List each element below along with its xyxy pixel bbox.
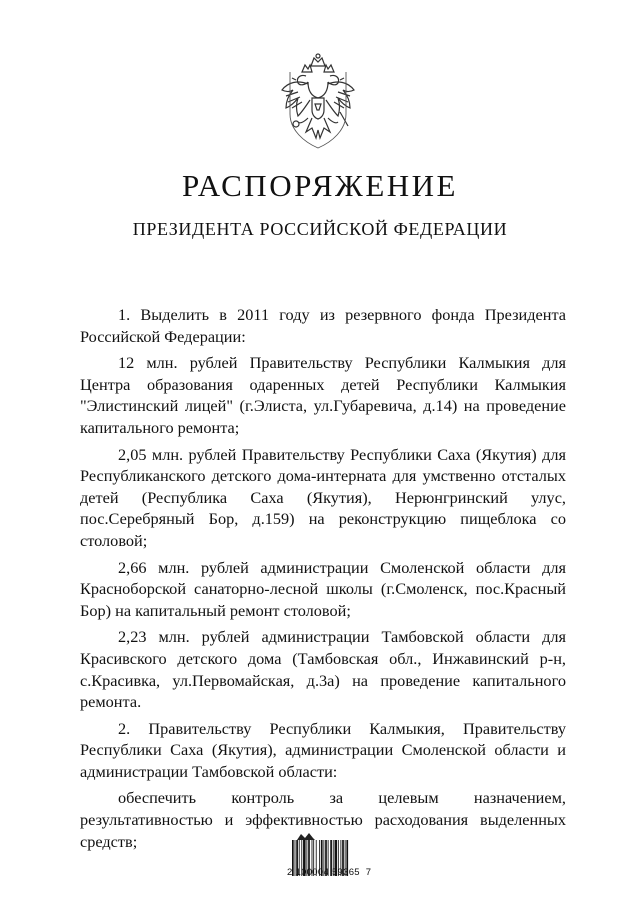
paragraph-3: 2,05 млн. рублей Правительству Республики Саха (Якутия) для Республиканского детского дома-интерната для умственно отсталых детей (Республика Саха (Якутия), Нерюнгринский улус, пос.Серебряный Бор, д.159) на реконструкцию пищеблока со столовой; [80, 444, 566, 550]
document-title: РАСПОРЯЖЕНИЕ [182, 168, 458, 203]
russian-coat-of-arms-icon [278, 52, 358, 152]
paragraph-5: 2,23 млн. рублей администрации Тамбовской области для Красивского детского дома (Тамбовская обл., Инжавинский р-н, с.Красивка, ул.Первомайская, д.3а) на проведение капитального ремонта. [80, 627, 566, 712]
paragraph-7: обеспечить контроль за целевым назначением, результативностью и эффективностью расходования выделенных средств; [80, 788, 566, 851]
document-subtitle: ПРЕЗИДЕНТА РОССИЙСКОЙ ФЕДЕРАЦИИ [132, 219, 508, 239]
paragraph-6: 2. Правительству Республики Калмыкия, Правительству Республики Саха (Якутия), администрации Смоленской области и администрации Тамбовской области: [80, 718, 566, 781]
paragraph-1: 1. Выделить в 2011 году из резервного фонда Президента Российской Федерации: [80, 305, 566, 346]
barcode-number: 2 100004 59365 7 [287, 867, 372, 878]
document-body [80, 304, 566, 857]
paragraph-4: 2,66 млн. рублей администрации Смоленской области для Красноборской санаторно-лесной школы (г.Смоленск, пос.Красный Бор) на капитальный ремонт столовой; [80, 557, 566, 620]
paragraph-2: 12 млн. рублей Правительству Республики Калмыкия для Центра образования одаренных детей Республики Калмыкия "Элистинский лицей" (г.Элиста, ул.Губаревича, д.14) на проведение капитального ремонта; [80, 353, 566, 437]
printer-mark-icon [295, 832, 317, 840]
